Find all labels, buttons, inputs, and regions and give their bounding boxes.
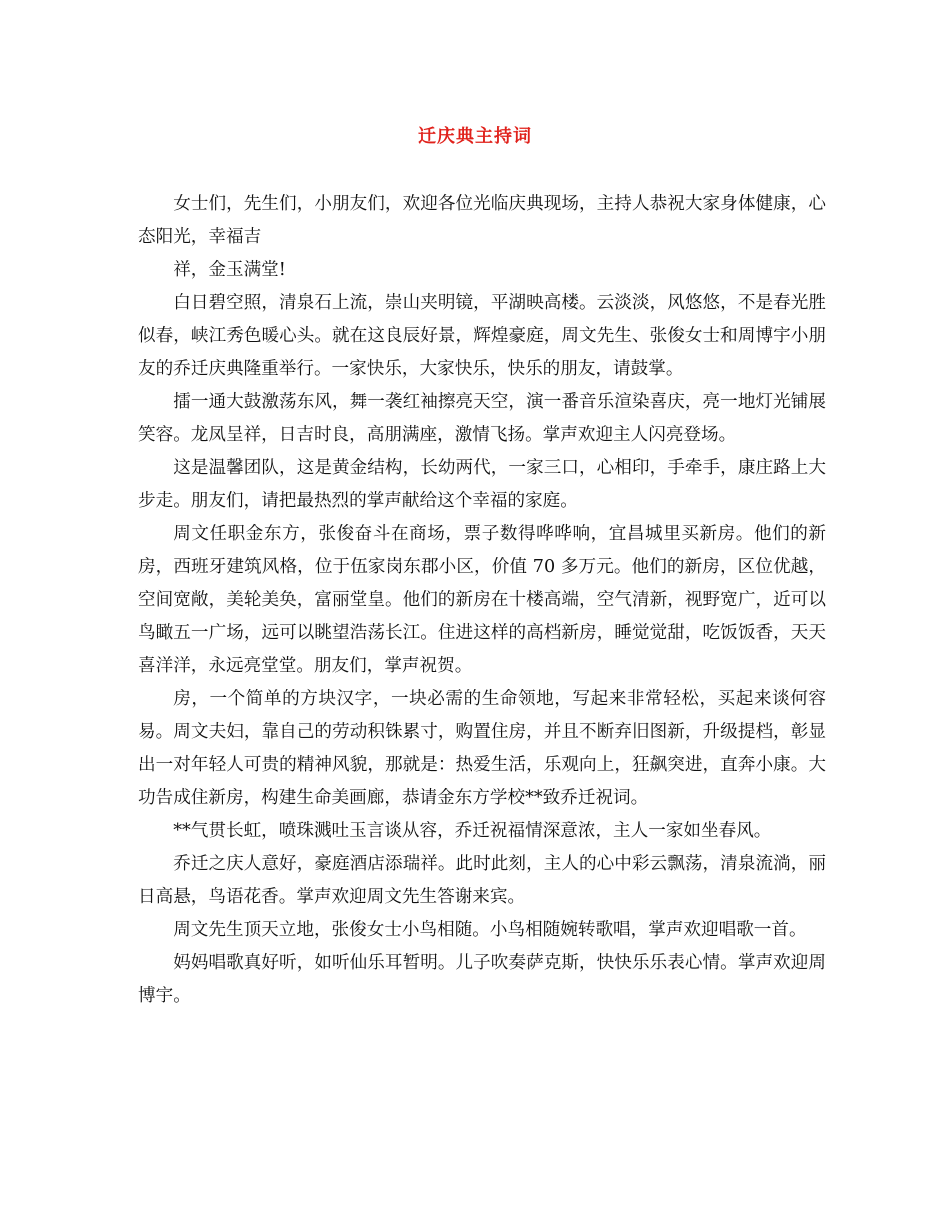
paragraph-9: 乔迁之庆人意好，豪庭酒店添瑞祥。此时此刻，主人的心中彩云飘荡，清泉流淌，丽日高悬，鸟语花香。掌声欢迎周文先生答谢来宾。 bbox=[138, 854, 826, 907]
paragraph-7: 房，一个简单的方块汉字，一块必需的生命领地，写起来非常轻松，买起来谈何容易。周文夫妇，靠自己的劳动积铢累寸，购置住房，并且不断弃旧图新，升级提档，彰显出一对年轻人可贵的精神风貌，那就是：热爱生活，乐观向上，狂飙突进，直奔小康。大功告成住新房，构建生命美画廊，恭请金东方学校**致乔迁祝词。 bbox=[138, 689, 826, 808]
paragraph-4: 擂一通大鼓激荡东风，舞一袭红袖擦亮天空，演一番音乐渲染喜庆，亮一地灯光铺展笑容。龙凤呈祥，日吉时良，高朋满座，激情飞扬。掌声欢迎主人闪亮登场。 bbox=[138, 392, 826, 445]
paragraph-5: 这是温馨团队，这是黄金结构，长幼两代，一家三口，心相印，手牵手，康庄路上大步走。朋友们，请把最热烈的掌声献给这个幸福的家庭。 bbox=[138, 458, 826, 511]
paragraph-10: 周文先生顶天立地，张俊女士小鸟相随。小鸟相随婉转歌唱，掌声欢迎唱歌一首。 bbox=[173, 920, 807, 940]
paragraph-1: 女士们，先生们，小朋友们，欢迎各位光临庆典现场，主持人恭祝大家身体健康，心态阳光，幸福吉 bbox=[138, 194, 826, 247]
paragraph-3: 白日碧空照，清泉石上流，崇山夹明镜，平湖映高楼。云淡淡，风悠悠，不是春光胜似春，峡江秀色暖心头。就在这良辰好景，辉煌豪庭，周文先生、张俊女士和周博宇小朋友的乔迁庆典隆重举行。一家快乐，大家快乐，快乐的朋友，请鼓掌。 bbox=[138, 293, 826, 379]
paragraph-2: 祥，金玉满堂! bbox=[173, 260, 286, 280]
document-body bbox=[138, 188, 826, 1013]
document-title: 迁庆典主持词 bbox=[418, 126, 532, 147]
paragraph-11: 妈妈唱歌真好听，如听仙乐耳暂明。儿子吹奏萨克斯，快快乐乐表心情。掌声欢迎周博宇。 bbox=[138, 953, 826, 1006]
paragraph-8: **气贯长虹，喷珠溅吐玉言谈从容，乔迁祝福情深意浓，主人一家如坐春风。 bbox=[173, 821, 772, 841]
paragraph-6: 周文任职金东方，张俊奋斗在商场，票子数得哗哗响，宜昌城里买新房。他们的新房，西班牙建筑风格，位于伍家岗东郡小区，价值 70 多万元。他们的新房，区位优越，空间宽敞，美轮美奂，富丽堂皇。他们的新房在十楼高端，空气清新，视野宽广，近可以鸟瞰五一广场，远可以眺望浩荡长江。住进这样的高档新房，睡觉觉甜，吃饭饭香，天天喜洋洋，永远亮堂堂。朋友们，掌声祝贺。 bbox=[138, 524, 826, 676]
